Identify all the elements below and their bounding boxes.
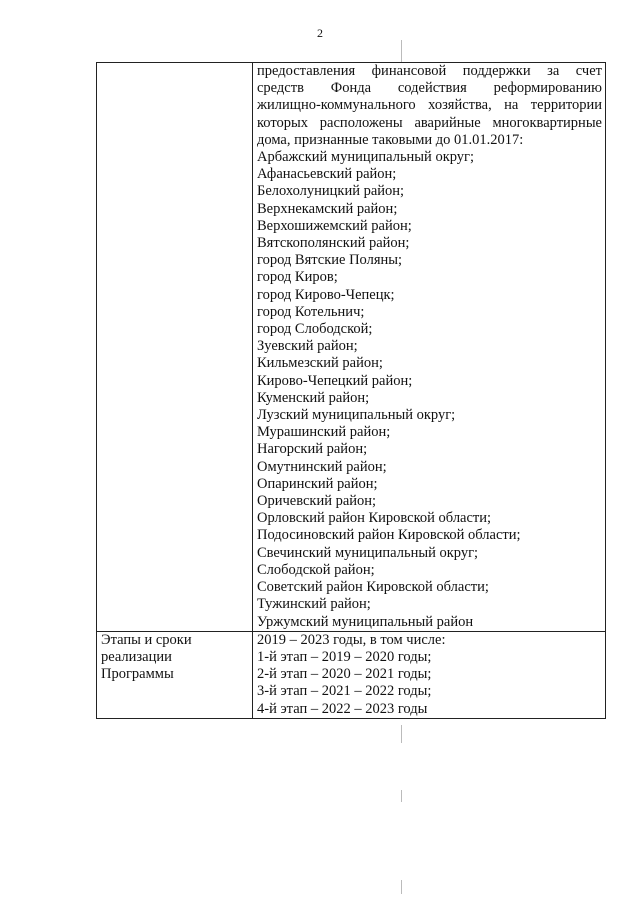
- district-item: Тужинский район;: [257, 596, 371, 613]
- row1-right-cell: [253, 63, 606, 632]
- district-item: город Слободской;: [257, 321, 373, 338]
- district-item: Советский район Кировской области;: [257, 579, 489, 596]
- district-item: Арбажский муниципальный округ;: [257, 149, 475, 166]
- district-item: город Вятские Поляны;: [257, 252, 403, 269]
- district-item: Слободской район;: [257, 561, 375, 578]
- district-item: Куменский район;: [257, 389, 370, 406]
- stage-item: 2-й этап – 2020 – 2021 годы;: [257, 666, 432, 683]
- district-item: Опаринский район;: [257, 475, 378, 492]
- stage-item: 3-й этап – 2021 – 2022 годы;: [257, 683, 432, 700]
- stage-item: 4-й этап – 2022 – 2023 годы: [257, 700, 428, 717]
- table-row: [97, 631, 606, 718]
- district-item: Верхошижемский район;: [257, 217, 412, 234]
- district-item: Подосиновский район Кировской области;: [257, 527, 521, 544]
- intro-line: которых расположены аварийные многоквартирные: [257, 114, 602, 131]
- row1-left-cell: [97, 63, 253, 632]
- stage-heading-line: Этапы и сроки: [101, 631, 192, 648]
- program-passport-table: [96, 62, 606, 719]
- district-item: город Кирово-Чепецк;: [257, 286, 395, 303]
- district-item: город Киров;: [257, 269, 338, 286]
- district-item: Орловский район Кировской области;: [257, 510, 492, 527]
- district-item: Кирово-Чепецкий район;: [257, 372, 413, 389]
- district-item: Свечинский муниципальный округ;: [257, 544, 479, 561]
- page-number: 2: [317, 26, 323, 40]
- scan-artifact-line: [401, 40, 402, 62]
- intro-line: дома, признанные таковыми до 01.01.2017:: [257, 131, 524, 148]
- district-item: Вятскополянский район;: [257, 235, 410, 252]
- district-item: Мурашинский район;: [257, 424, 391, 441]
- row2-left-cell: [97, 631, 253, 718]
- district-item: Афанасьевский район;: [257, 166, 397, 183]
- row2-right-cell: [253, 631, 606, 718]
- stage-heading-line: Программы: [101, 666, 174, 683]
- table-row: [97, 63, 606, 632]
- district-item: Кильмезский район;: [257, 355, 383, 372]
- scan-artifact-line: [401, 790, 402, 802]
- intro-line: жилищно-коммунального хозяйства, на территории: [257, 97, 602, 114]
- district-item: Оричевский район;: [257, 493, 377, 510]
- district-item: Омутнинский район;: [257, 458, 387, 475]
- intro-line: предоставления финансовой поддержки за счет: [257, 63, 602, 79]
- district-item: Верхнекамский район;: [257, 200, 398, 217]
- district-item: город Котельнич;: [257, 303, 365, 320]
- district-item: Белохолуницкий район;: [257, 183, 405, 200]
- district-item: Уржумский муниципальный район: [257, 613, 474, 630]
- scan-artifact-line: [401, 880, 402, 894]
- scan-artifact-line: [401, 725, 402, 743]
- district-item: Нагорский район;: [257, 441, 368, 458]
- district-item: Лузский муниципальный округ;: [257, 407, 456, 424]
- stage-heading-line: реализации: [101, 648, 172, 665]
- stage-item: 2019 – 2023 годы, в том числе:: [257, 631, 446, 648]
- district-item: Зуевский район;: [257, 338, 358, 355]
- stage-item: 1-й этап – 2019 – 2020 годы;: [257, 648, 432, 665]
- intro-line: средств Фонда содействия реформированию: [257, 80, 602, 97]
